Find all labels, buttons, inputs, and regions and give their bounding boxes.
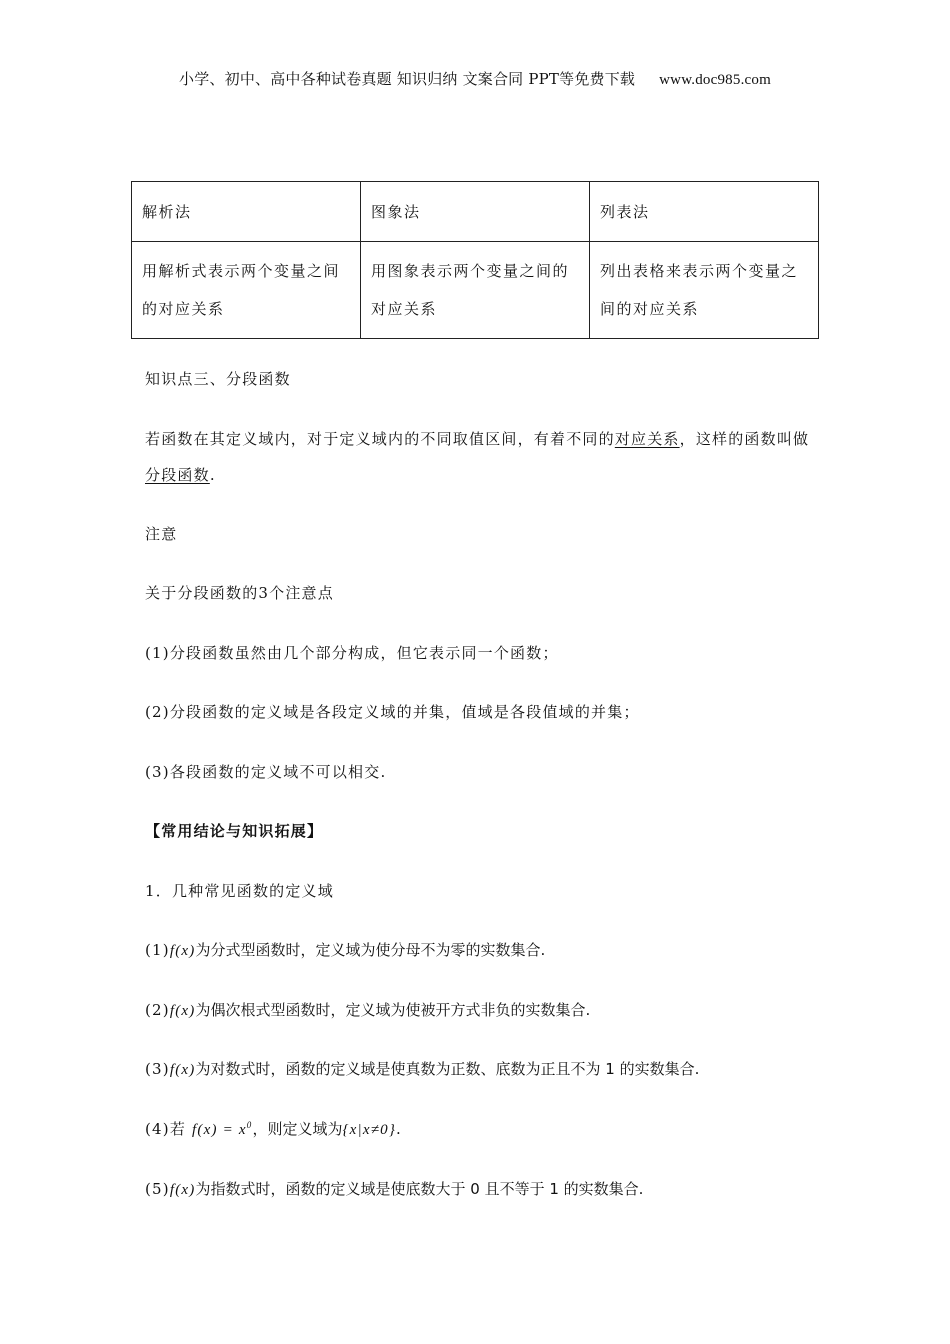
table-cell: 列出表格来表示两个变量之间的对应关系 (590, 242, 819, 339)
item-number: (1) (145, 941, 170, 959)
domain-item (145, 1171, 825, 1208)
note-item: (3)各段函数的定义域不可以相交. (145, 763, 387, 781)
domain-item (145, 932, 825, 969)
definition-term-correspondence: 对应关系 (614, 430, 680, 448)
domain-item (145, 1111, 825, 1148)
item-text: 为对数式时，函数的定义域是使真数为正数、底数为正且不为 1 的实数集合. (195, 1060, 700, 1078)
section-title: 知识点三、分段函数 (145, 370, 291, 388)
item-end: . (396, 1120, 402, 1138)
item-text: 为偶次根式型函数时，定义域为使被开方式非负的实数集合. (195, 1001, 591, 1019)
item-number: (3) (145, 1060, 170, 1078)
domain-item (145, 1051, 825, 1088)
representation-methods-table (131, 181, 819, 339)
table-header-row (132, 182, 819, 242)
page-header (0, 68, 950, 89)
definition-text: 若函数在其定义域内，对于定义域内的不同取值区间，有着不同的 (145, 430, 615, 448)
table-header-cell: 图象法 (361, 182, 590, 242)
function-notation: f(x) (169, 1003, 196, 1019)
function-notation: f(x) (169, 943, 196, 959)
table-cell: 用解析式表示两个变量之间的对应关系 (132, 242, 361, 339)
table-cell: 用图象表示两个变量之间的对应关系 (361, 242, 590, 339)
note-label: 注意 (145, 525, 178, 543)
extension-subtitle: 1．几种常见函数的定义域 (145, 882, 334, 900)
item-number: (2) (145, 1001, 170, 1019)
extension-title: 【常用结论与知识拓展】 (145, 822, 324, 840)
function-notation: f(x) = x (192, 1122, 247, 1138)
item-text: 为分式型函数时，定义域为使分母不为零的实数集合. (195, 941, 546, 959)
table-row (132, 242, 819, 339)
function-notation: f(x) (169, 1062, 196, 1078)
definition-end: . (209, 466, 216, 484)
item-number: (5) (145, 1180, 170, 1198)
function-notation: f(x) (169, 1182, 196, 1198)
definition-term-piecewise: 分段函数 (145, 466, 210, 484)
piecewise-definition (145, 421, 817, 493)
header-site: www.doc985.com (659, 72, 771, 88)
note-item: (1)分段函数虽然由几个部分构成，但它表示同一个函数； (145, 644, 559, 662)
item-prefix: (4)若 (145, 1120, 193, 1138)
note-intro: 关于分段函数的3个注意点 (145, 584, 334, 602)
domain-item (145, 992, 825, 1029)
item-text: ，则定义域为 (252, 1120, 343, 1138)
item-text: 为指数式时，函数的定义域是使底数大于 0 且不等于 1 的实数集合. (195, 1180, 644, 1198)
domain-set: {x|x≠0} (342, 1122, 397, 1138)
exponent: 0 (246, 1120, 253, 1130)
table-header-cell: 列表法 (590, 182, 819, 242)
note-item: (2)分段函数的定义域是各段定义域的并集，值域是各段值域的并集； (145, 703, 640, 721)
table-header-cell: 解析法 (132, 182, 361, 242)
header-text: 小学、初中、高中各种试卷真题 知识归纳 文案合同 PPT等免费下载 (179, 70, 636, 88)
definition-text: ，这样的函数叫做 (679, 430, 810, 448)
